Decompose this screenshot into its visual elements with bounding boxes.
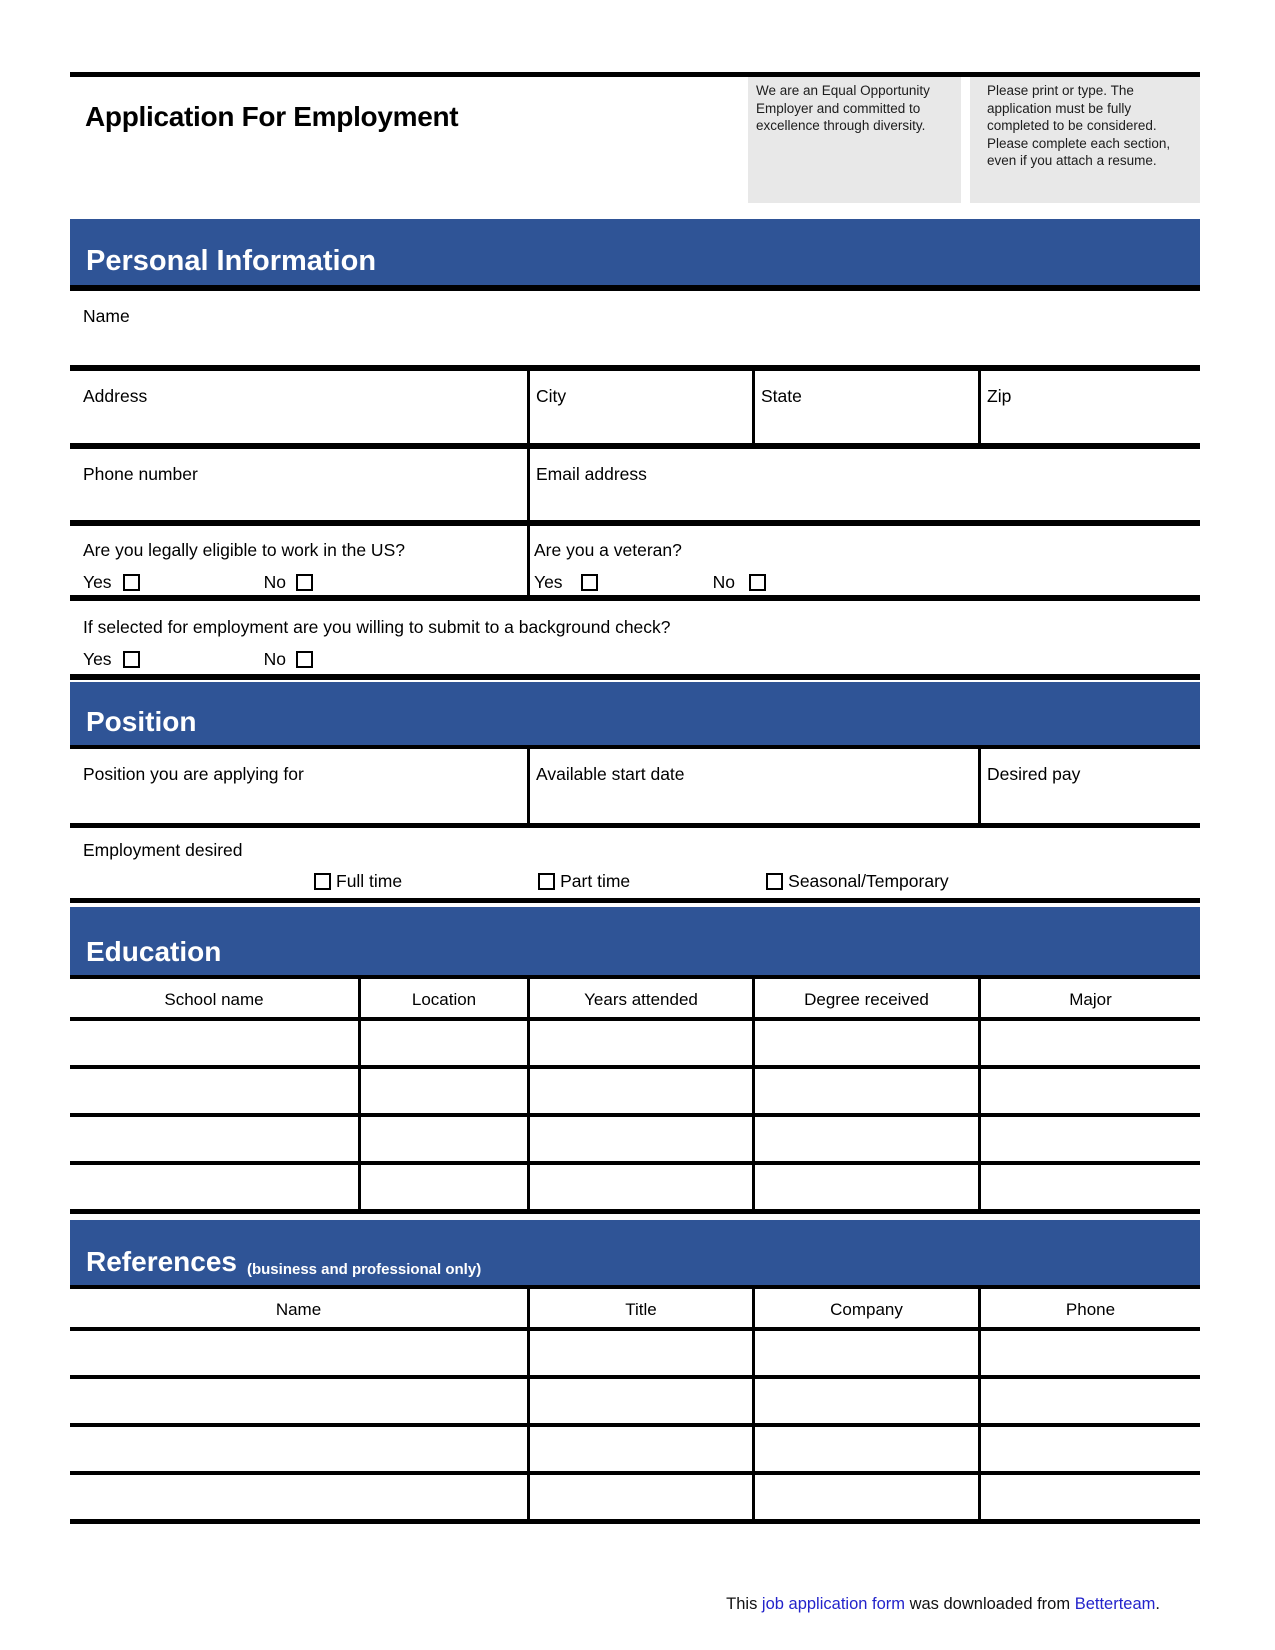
table-cell[interactable] (527, 1165, 752, 1209)
eligible-question: Are you legally eligible to work in the US? (83, 540, 405, 560)
table-row (70, 1165, 1200, 1214)
veteran-answer-group (534, 572, 1194, 593)
background-check-row (70, 601, 1200, 680)
table-cell[interactable] (358, 1117, 527, 1161)
no-label: No (263, 572, 286, 592)
table-cell[interactable] (978, 1165, 1200, 1209)
table-cell[interactable] (70, 1331, 527, 1375)
address-field[interactable]: Address (83, 386, 148, 406)
veteran-no-checkbox[interactable] (749, 574, 766, 591)
footer-text: This (726, 1595, 762, 1613)
table-cell[interactable] (527, 1331, 752, 1375)
phone-field[interactable]: Phone number (83, 464, 198, 484)
seasonal-label: Seasonal/Temporary (788, 871, 949, 891)
betterteam-link[interactable]: Betterteam (1074, 1595, 1156, 1613)
table-cell[interactable] (70, 1475, 527, 1519)
table-row (70, 1021, 1200, 1069)
column-header: School name (164, 990, 264, 1009)
table-cell[interactable] (978, 1427, 1200, 1471)
column-header: Company (752, 1289, 978, 1327)
address-row (70, 371, 1200, 449)
table-cell[interactable] (978, 1379, 1200, 1423)
column-header: Years attended (527, 979, 752, 1017)
full-time-checkbox[interactable] (314, 873, 331, 890)
eligibility-row (70, 526, 1200, 601)
background-yes-checkbox[interactable] (123, 651, 140, 668)
table-cell[interactable] (527, 1069, 752, 1113)
employment-desired-cell (70, 828, 1200, 898)
notice-gap (961, 77, 970, 203)
document-header (70, 77, 1200, 203)
table-cell[interactable] (752, 1331, 978, 1375)
table-cell[interactable] (978, 1475, 1200, 1519)
table-cell[interactable] (527, 1379, 752, 1423)
table-cell[interactable] (358, 1165, 527, 1209)
table-cell[interactable] (752, 1475, 978, 1519)
start-date-field[interactable]: Available start date (527, 749, 978, 823)
references-table-body (70, 1331, 1200, 1524)
references-subheading: (business and professional only) (246, 1261, 482, 1278)
seasonal-option (766, 871, 949, 892)
table-cell[interactable] (358, 1069, 527, 1113)
table-cell[interactable] (358, 1021, 527, 1065)
column-header: Degree received (752, 979, 978, 1017)
table-cell[interactable] (978, 1117, 1200, 1161)
eligible-yes-checkbox[interactable] (123, 574, 140, 591)
references-table-header (70, 1289, 1200, 1331)
table-cell[interactable] (70, 1427, 527, 1471)
part-time-label: Part time (560, 871, 631, 891)
section-heading-references: References (business and professional only) (70, 1220, 1200, 1285)
table-row (70, 1427, 1200, 1475)
footer-text: . (1155, 1595, 1160, 1613)
table-cell[interactable] (70, 1165, 358, 1209)
education-table-body (70, 1021, 1200, 1214)
table-row (70, 1069, 1200, 1117)
document-page (70, 0, 1200, 1614)
city-field[interactable]: City (527, 371, 752, 443)
column-header: Name (275, 1300, 322, 1319)
state-field[interactable]: State (752, 371, 978, 443)
footer-text: was downloaded from (905, 1595, 1075, 1613)
yes-label: Yes (83, 649, 112, 669)
yes-label: Yes (534, 572, 563, 592)
footer-attribution (70, 1595, 1200, 1614)
notice-box (748, 77, 1200, 203)
phone-email-row (70, 449, 1200, 526)
part-time-option (538, 871, 630, 892)
name-field[interactable]: Name (83, 306, 130, 326)
table-row (70, 1117, 1200, 1165)
position-applying-field[interactable]: Position you are applying for (83, 764, 304, 784)
table-cell[interactable] (527, 1475, 752, 1519)
background-no-checkbox[interactable] (296, 651, 313, 668)
table-cell[interactable] (70, 1069, 358, 1113)
table-cell[interactable] (70, 1379, 527, 1423)
column-header: Title (527, 1289, 752, 1327)
eeo-notice: We are an Equal Opportunity Employer and committed to excellence through diversity. (748, 77, 961, 203)
table-cell[interactable] (752, 1021, 978, 1065)
table-cell[interactable] (527, 1427, 752, 1471)
section-heading-position: Position (70, 682, 1200, 745)
no-label: No (263, 649, 286, 669)
background-question-cell (70, 601, 1200, 674)
full-time-label: Full time (336, 871, 403, 891)
desired-pay-field[interactable]: Desired pay (978, 749, 1200, 823)
veteran-yes-checkbox[interactable] (581, 574, 598, 591)
employment-desired-row (70, 828, 1200, 903)
page-title: Application For Employment (85, 101, 459, 132)
background-answer-group (83, 649, 1194, 670)
position-row (70, 749, 1200, 828)
no-label: No (712, 572, 735, 592)
eligible-no-checkbox[interactable] (296, 574, 313, 591)
table-cell[interactable] (978, 1069, 1200, 1113)
job-application-form-link[interactable]: job application form (761, 1595, 905, 1613)
column-header: Major (978, 979, 1200, 1017)
instructions-notice: Please print or type. The application must be fully completed to be considered. Please complete each section, even if you attach a resume. (970, 77, 1200, 203)
table-cell[interactable] (752, 1117, 978, 1161)
table-cell[interactable] (527, 1117, 752, 1161)
email-field[interactable]: Email address (527, 449, 1200, 520)
table-cell[interactable] (752, 1069, 978, 1113)
table-cell[interactable] (752, 1379, 978, 1423)
table-cell[interactable] (978, 1021, 1200, 1065)
zip-field[interactable]: Zip (978, 371, 1200, 443)
table-cell[interactable] (70, 1117, 358, 1161)
table-row (70, 1379, 1200, 1427)
employment-desired-label: Employment desired (83, 840, 243, 860)
column-header: Location (358, 979, 527, 1017)
table-row (70, 1475, 1200, 1524)
section-heading-personal-information: Personal Information (70, 219, 1200, 285)
yes-label: Yes (83, 572, 112, 592)
table-cell[interactable] (752, 1165, 978, 1209)
part-time-checkbox[interactable] (538, 873, 555, 890)
background-question: If selected for employment are you willing to submit to a background check? (83, 617, 671, 637)
name-row (70, 291, 1200, 371)
full-time-option (314, 871, 402, 892)
section-heading-education: Education (70, 907, 1200, 975)
table-cell[interactable] (978, 1331, 1200, 1375)
education-table-header (70, 979, 1200, 1021)
seasonal-checkbox[interactable] (766, 873, 783, 890)
table-cell[interactable] (70, 1021, 358, 1065)
veteran-question: Are you a veteran? (534, 540, 682, 560)
eligible-question-cell (70, 526, 527, 595)
veteran-question-cell (527, 526, 1200, 595)
table-cell[interactable] (527, 1021, 752, 1065)
eligible-answer-group (83, 572, 521, 593)
column-header: Phone (978, 1289, 1200, 1327)
table-row (70, 1331, 1200, 1379)
table-cell[interactable] (752, 1427, 978, 1471)
employment-options (314, 871, 1194, 892)
